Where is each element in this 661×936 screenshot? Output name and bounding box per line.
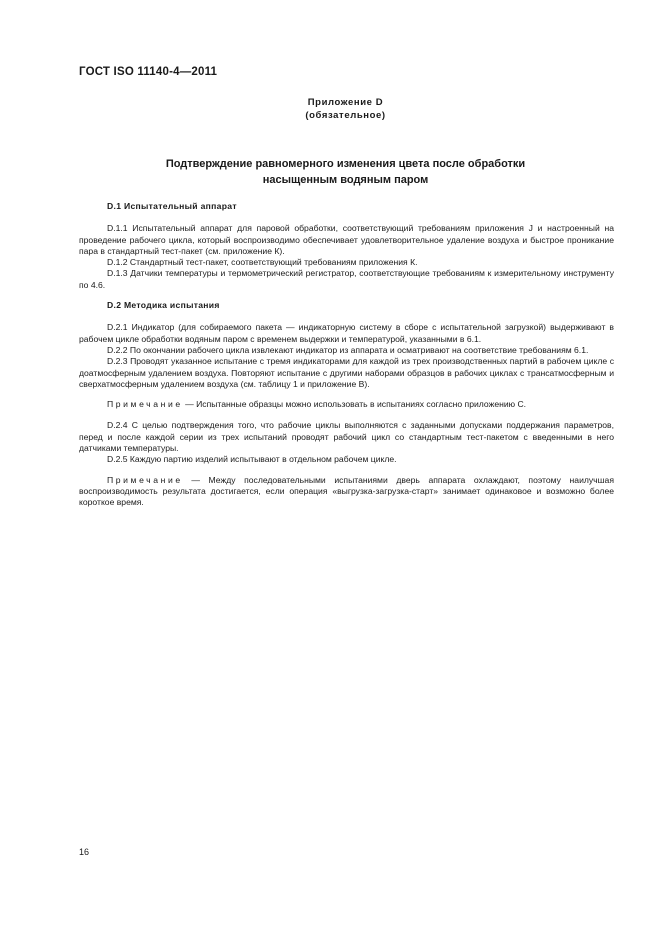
document-title-line2: насыщенным водяным паром bbox=[262, 174, 429, 186]
section-heading-d1: D.1 Испытательный аппарат bbox=[107, 201, 237, 211]
note-1 bbox=[79, 399, 614, 410]
paragraph-d2-2: D.2.2 По окончании рабочего цикла извлекают индикатор из аппарата и осматривают на соответствие требованиям 6.1. bbox=[107, 344, 589, 355]
paragraph-d1-2: D.1.2 Стандартный тест-пакет, соответствующий требованиям приложения К. bbox=[107, 257, 418, 268]
note-2-text: — Между последовательными испытаниями дверь аппарата охлаждают, поэтому наилучшая воспроизводимость результата достигается, если операция «выгрузка-загрузка-старт» занимает одинаковое и возможно более короткое время. bbox=[79, 474, 614, 508]
note-1-text: — Испытанные образцы можно использовать в испытаниях согласно приложению С. bbox=[182, 399, 527, 410]
paragraph-d2-4: D.2.4 С целью подтверждения того, что рабочие циклы выполняются с заданными допусками поддержания параметров, перед и после каждой серии из трех испытаний проводят рабочий цикл со стандартным тест-пакетом с введенными в него датчиками температуры. bbox=[79, 420, 614, 454]
paragraph-d2-5: D.2.5 Каждую партию изделий испытывают в отдельном рабочем цикле. bbox=[107, 454, 397, 465]
document-body bbox=[79, 201, 614, 509]
note-2 bbox=[79, 475, 614, 509]
paragraph-d2-3: D.2.3 Проводят указанное испытание с тремя индикаторами для каждой из трех производственных партий в рабочем цикле с доатмосферным удалением воздуха. Повторяют испытание с другими наборами образцов в рабочих циклах с трансатмосферным и сверхатмосферным удалением воздуха (см. таблицу 1 и приложение В). bbox=[79, 356, 614, 389]
document-title bbox=[0, 156, 661, 188]
note-1-label: Примечание bbox=[107, 399, 183, 410]
appendix-label: Приложение D bbox=[307, 97, 384, 108]
page-number: 16 bbox=[79, 847, 90, 857]
appendix-status: (обязательное) bbox=[305, 110, 386, 121]
section-heading-d2: D.2 Методика испытания bbox=[107, 300, 220, 311]
document-title-line1: Подтверждение равномерного изменения цвета после обработки bbox=[165, 158, 526, 170]
paragraph-d2-1: D.2.1 Индикатор (для собираемого пакета — индикаторную систему в сборе с испытательной загрузкой) выдерживают в рабочем цикле обработки водяным паром с временем выдержки и температурой, указанными в 6.1. bbox=[79, 322, 614, 344]
appendix-heading bbox=[0, 96, 661, 122]
paragraph-d1-3: D.1.3 Датчики температуры и термометрический регистратор, соответствующие требованиям к измерительному инструменту по 4.6. bbox=[79, 268, 614, 290]
note-2-label: Примечание bbox=[107, 474, 183, 485]
paragraph-d1-1: D.1.1 Испытательный аппарат для паровой обработки, соответствующий требованиям приложения J и настроенный на проведение рабочего цикла, который воспроизводимо обеспечивает удовлетворительное удаление воздуха и быстрое проникание пара в стандартный тест-пакет (см. приложение К). bbox=[79, 223, 614, 256]
document-standard-header: ГОСТ ISO 11140-4—2011 bbox=[79, 66, 218, 78]
